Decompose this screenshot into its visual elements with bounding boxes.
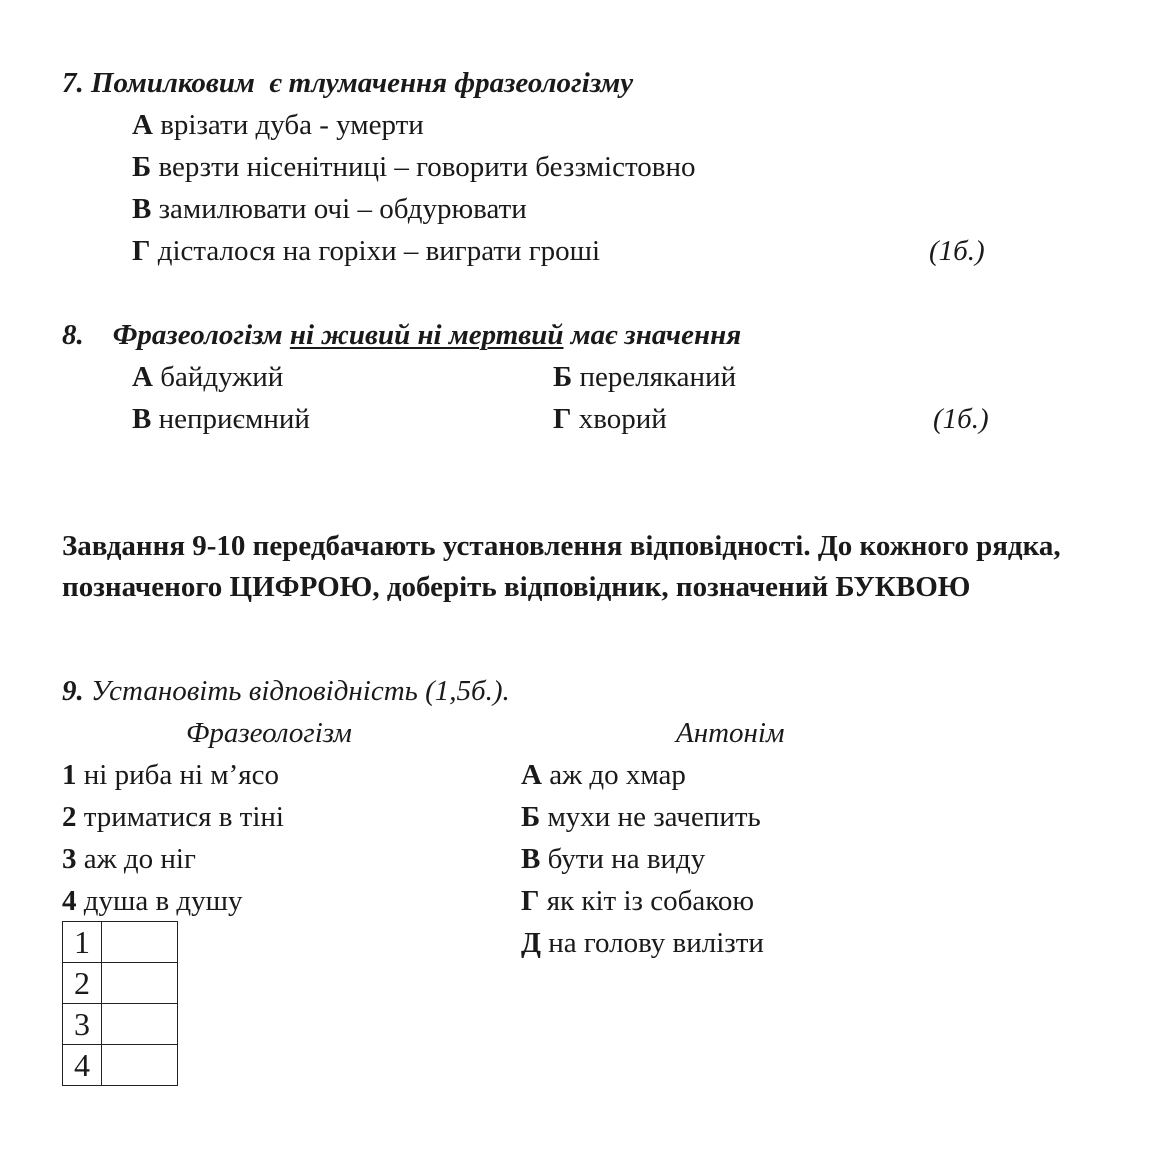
answer-cell[interactable] <box>102 922 178 963</box>
q9-left-item-4: 4 душа в душу <box>62 885 243 917</box>
answer-row-number: 1 <box>63 922 102 963</box>
q9-right-item-a: А аж до хмар <box>521 759 686 791</box>
instructions-paragraph: Завдання 9-10 передбачають установлення відповідності. До кожного рядка, позначеного ЦИФРОЮ, доберіть відповідник, позначений БУКВОЮ <box>62 530 1061 603</box>
q8-option-a: А байдужий <box>132 361 284 393</box>
q9-left-header: Фразеологізм <box>186 717 352 749</box>
answer-row-number: 2 <box>63 963 102 1004</box>
answer-row <box>63 1045 178 1086</box>
q9-right-item-c: В бути на виду <box>521 843 706 875</box>
question-9-title: 9. Установіть відповідність (1,5б.). <box>62 675 510 707</box>
q8-underlined-phrase: ні живий ні мертвий <box>289 319 564 351</box>
q7-option-a: А врізати дуба - умерти <box>132 109 424 141</box>
answer-cell[interactable] <box>102 1004 178 1045</box>
q8-option-b: Б переляканий <box>553 361 737 393</box>
q9-left-item-2: 2 триматися в тіні <box>62 801 284 833</box>
q7-points: (1б.) <box>929 235 985 267</box>
q8-points: (1б.) <box>933 403 989 435</box>
answer-row <box>63 963 178 1004</box>
q7-option-c: В замилювати очі – обдурювати <box>132 193 527 225</box>
answer-grid <box>62 921 178 1086</box>
question-7-title: 7. Помилковим є тлумачення фразеологізму <box>62 67 634 99</box>
q7-option-d: Г дісталося на горіхи – виграти гроші <box>132 235 601 267</box>
q9-right-item-b: Б мухи не зачепить <box>521 801 761 833</box>
q9-left-item-3: 3 аж до ніг <box>62 843 196 875</box>
answer-row <box>63 1004 178 1045</box>
answer-row-number: 3 <box>63 1004 102 1045</box>
answer-row-number: 4 <box>63 1045 102 1086</box>
answer-row <box>63 922 178 963</box>
q9-right-item-e: Д на голову вилізти <box>521 927 764 959</box>
q9-right-item-d: Г як кіт із собакою <box>521 885 754 917</box>
q7-option-b: Б верзти нісенітниці – говорити беззмістовно <box>132 151 696 183</box>
q9-left-item-1: 1 ні риба ні м’ясо <box>62 759 280 791</box>
answer-cell[interactable] <box>102 1045 178 1086</box>
q8-option-c: В неприємний <box>132 403 310 435</box>
q9-right-header: Антонім <box>676 717 785 749</box>
q8-option-d: Г хворий <box>553 403 667 435</box>
question-8-title: 8. Фразеологізм ні живий ні мертвий має значення <box>62 319 742 351</box>
answer-cell[interactable] <box>102 963 178 1004</box>
